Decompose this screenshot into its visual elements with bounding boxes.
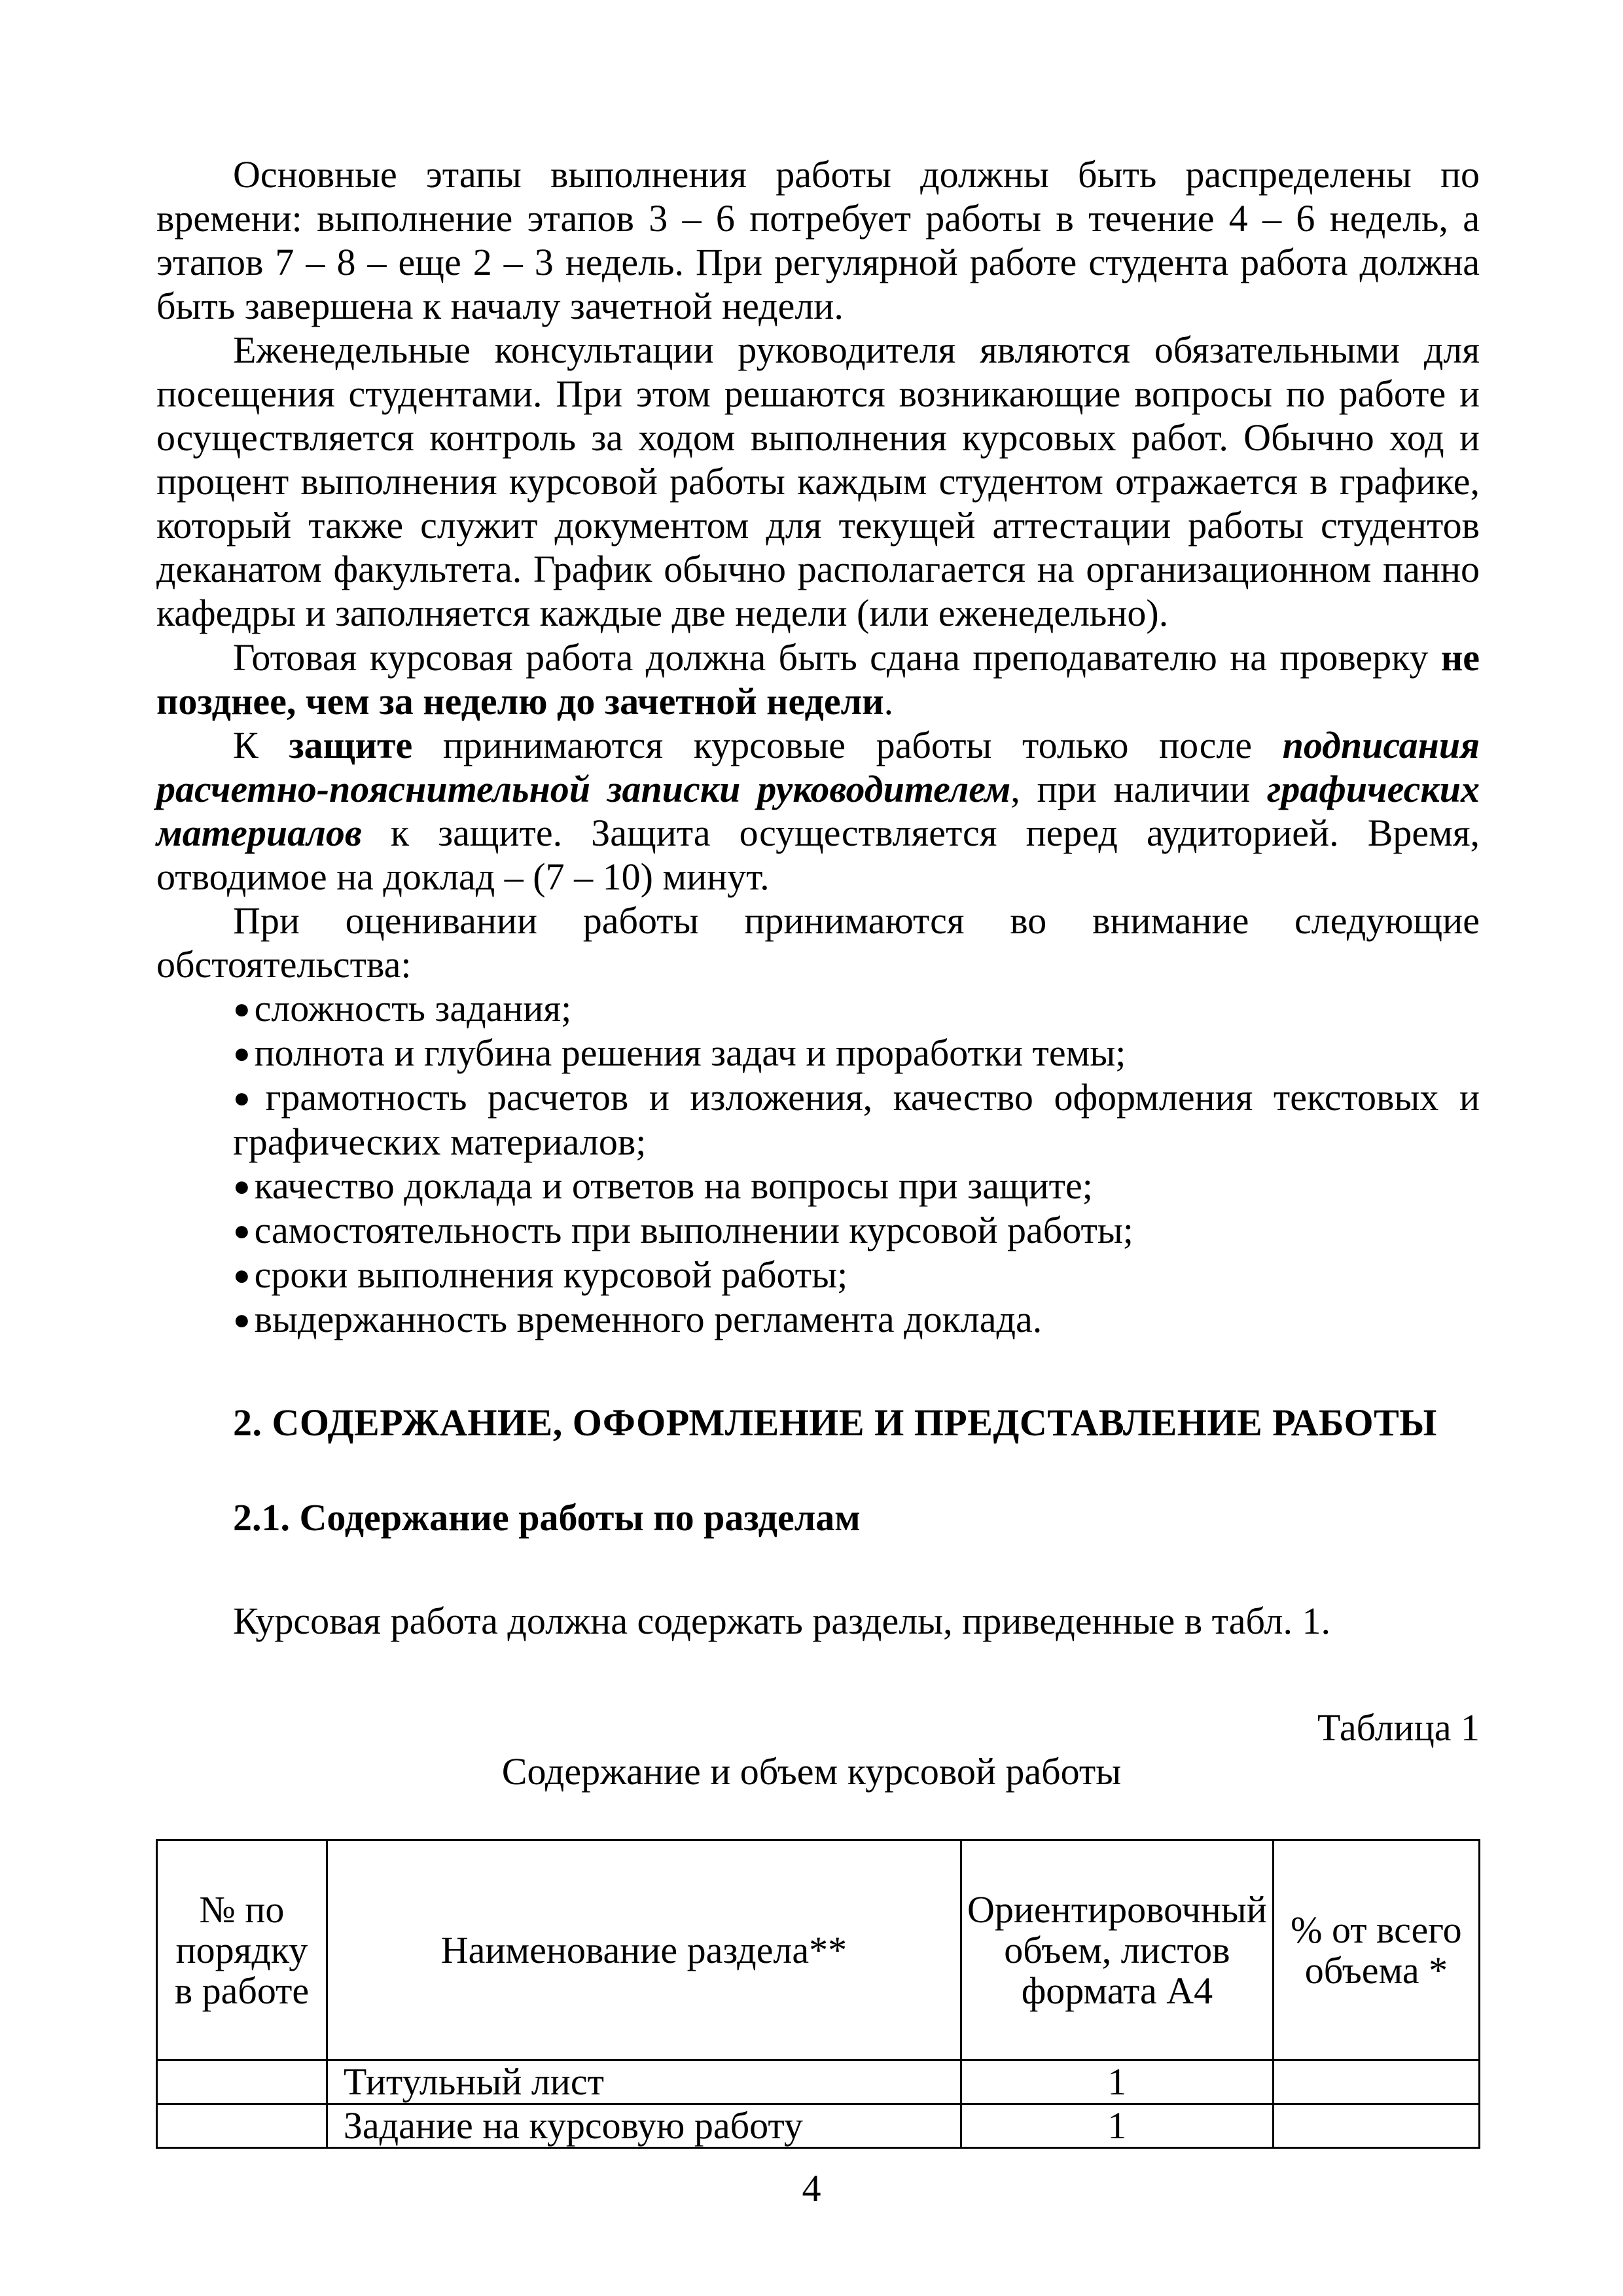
criteria-item [233,1208,1480,1253]
deadline-text: Готовая курсовая работа должна быть сдана преподавателю на проверку [233,636,1441,679]
bullet-icon: ● [233,1304,251,1336]
criteria-item [233,1253,1480,1297]
cell-name: Задание на курсовую работу [327,2104,961,2148]
defense-bold-italic-1: подписания расчетно-пояснительной записки руководителем [156,724,1480,810]
criteria-text: сроки выполнения курсовой работы; [254,1253,848,1296]
table-row [157,2060,1480,2104]
bullet-icon: ● [233,1215,251,1247]
defense-bold: защите [289,724,413,766]
section-heading: 2. СОДЕРЖАНИЕ, ОФОРМЛЕНИЕ И ПРЕДСТАВЛЕНИЕ РАБОТЫ [233,1401,1437,1444]
cell-percent [1273,2104,1479,2148]
paragraph-defense [156,723,1480,899]
defense-b: принимаются курсовые работы только после [412,724,1283,766]
criteria-text: выдержанность временного регламента доклада. [254,1298,1043,1340]
cell-num [157,2060,327,2104]
criteria-item [233,1164,1480,1208]
table-header-row [157,1840,1480,2060]
content-table [156,1839,1480,2149]
defense-a: К [233,724,289,766]
table-caption: Содержание и объем курсовой работы [501,1750,1122,1793]
header-percent: % от всего объема * [1273,1840,1479,2060]
cell-volume: 1 [961,2060,1274,2104]
bullet-icon: ● [233,1170,251,1202]
criteria-text: полнота и глубина решения задач и проработки темы; [254,1031,1126,1074]
bullet-icon: ● [233,1037,251,1069]
deadline-end: . [883,680,894,723]
criteria-text: сложность задания; [254,987,572,1030]
paragraph-stages: Основные этапы выполнения работы должны быть распределены по времени: выполнение этапов 3 – 6 потребует работы в течение 4 – 6 недель, а этапов 7 – 8 – еще 2 – 3 недель. При регулярной работе студента работа должна быть завершена к началу зачетной недели. [156,153,1480,327]
criteria-item [233,986,1480,1031]
page-number: 4 [802,2167,821,2210]
table-label: Таблица 1 [1317,1706,1480,1749]
defense-bold-italic-2: графических материалов [156,768,1480,854]
cell-name: Титульный лист [327,2060,961,2104]
cell-percent [1273,2060,1479,2104]
table-row [157,2104,1480,2148]
paragraph-consultations: Еженедельные консультации руководителя являются обязательными для посещения студентами. При этом решаются возникающие вопросы по работе и осуществляется контроль за ходом выполнения курсовых работ. Обычно ход и процент выполнения курсовой работы каждым студентом отражается в графике, который также служит документом для текущей аттестации работы студентов деканатом факультета. График обычно располагается на организационном панно кафедры и заполняется каждые две недели (или еженедельно). [156,329,1480,634]
defense-d: к защите. Защита осуществляется перед аудиторией. Время, отводимое на доклад – (7 – 10) минут. [156,812,1480,898]
bullet-icon: ● [233,1259,251,1291]
criteria-item [156,1075,1480,1164]
paragraph-deadline [156,636,1480,723]
criteria-list [233,986,1480,1342]
table-intro: Курсовая работа должна содержать разделы, приведенные в табл. 1. [233,1600,1330,1642]
defense-c: , при наличии [1010,768,1267,810]
subsection-heading: 2.1. Содержание работы по разделам [233,1496,861,1539]
criteria-text: качество доклада и ответов на вопросы при защите; [254,1164,1093,1207]
bullet-icon: ● [233,993,251,1025]
criteria-item [233,1297,1480,1342]
header-num: № по порядку в работе [157,1840,327,2060]
bullet-icon: ● [233,1082,262,1114]
paragraph-evaluation: При оценивании работы принимаются во внимание следующие обстоятельства: [156,899,1480,986]
cell-volume: 1 [961,2104,1274,2148]
deadline-bold: не позднее, чем за неделю до зачетной недели [156,636,1480,723]
header-volume: Ориентировочный объем, листов формата А4 [961,1840,1274,2060]
criteria-item [233,1031,1480,1075]
criteria-text: самостоятельность при выполнении курсовой работы; [254,1209,1133,1251]
header-name: Наименование раздела** [327,1840,961,2060]
cell-num [157,2104,327,2148]
criteria-text: грамотность расчетов и изложения, качество оформления текстовых и графических материалов; [233,1076,1480,1163]
